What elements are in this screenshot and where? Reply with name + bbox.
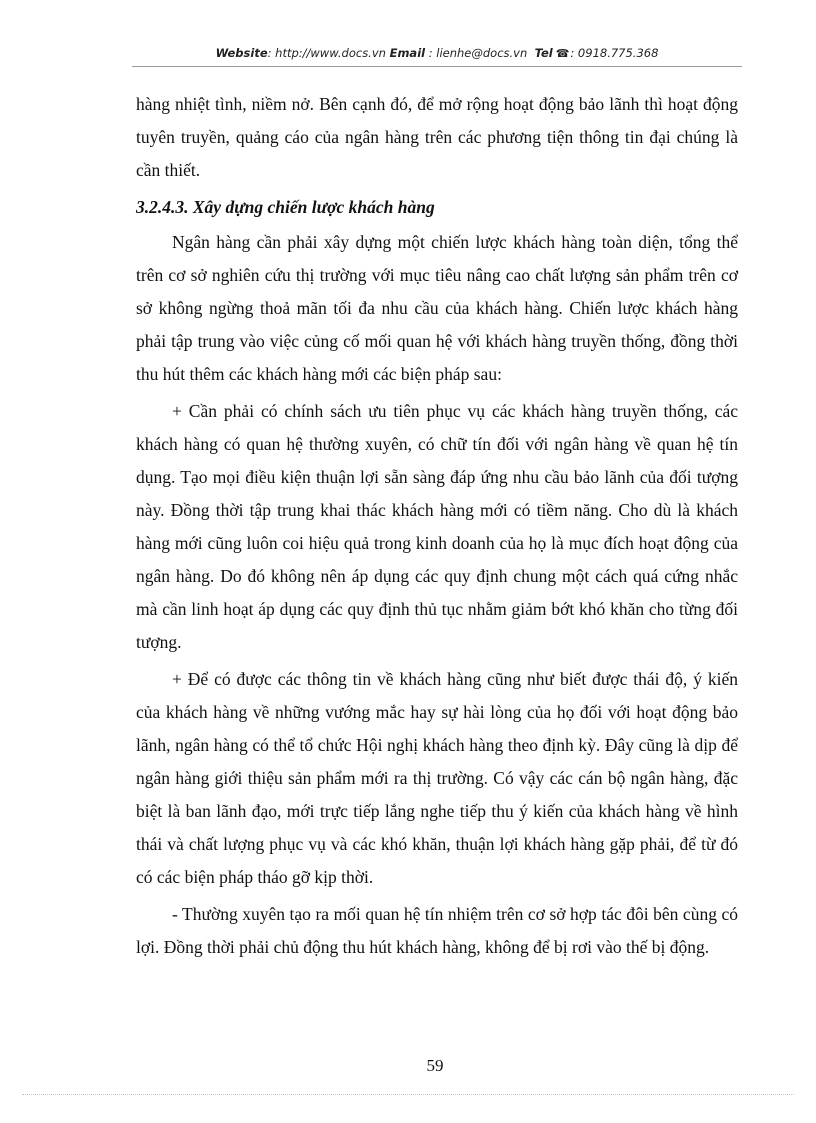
document-body [136, 88, 738, 968]
email-link[interactable]: : lienhe@docs.vn [425, 46, 528, 60]
phone-icon: ☎ [555, 47, 570, 60]
page-header [132, 46, 742, 60]
tel-value: : 0918.775.368 [570, 46, 659, 60]
tel-label: Tel [534, 46, 553, 60]
website-link[interactable]: : http://www.docs.vn [267, 46, 386, 60]
body-paragraph: - Thường xuyên tạo ra mối quan hệ tín nhiệm trên cơ sở hợp tác đôi bên cùng có lợi. Đồng thời phải chủ động thu hút khách hàng, không để bị rơi vào thế bị động. [136, 904, 738, 957]
body-paragraph: Ngân hàng cần phải xây dựng một chiến lược khách hàng toàn diện, tổng thể trên cơ sở nghiên cứu thị trường với mục tiêu nâng cao chất lượng sản phẩm trên cơ sở không ngừng thoả mãn tối đa nhu cầu của khách hàng. Chiến lược khách hàng phải tập trung vào việc củng cố mối quan hệ với khách hàng truyền thống, đồng thời thu hút thêm các khách hàng mới các biện pháp sau: [136, 232, 738, 384]
website-label: Website [215, 46, 268, 60]
body-paragraph: + Cần phải có chính sách ưu tiên phục vụ các khách hàng truyền thống, các khách hàng có quan hệ thường xuyên, có chữ tín đối với ngân hàng về quan hệ tín dụng. Tạo mọi điều kiện thuận lợi sẵn sàng đáp ứng nhu cầu bảo lãnh của đối tượng này. Đồng thời tập trung khai thác khách hàng mới có tiềm năng. Cho dù là khách hàng mới cũng luôn coi hiệu quả trong kinh doanh của họ là mục đích hoạt động của ngân hàng. Do đó không nên áp dụng các quy định chung một cách quá cứng nhắc mà cần linh hoạt áp dụng các quy định thủ tục nhằm giảm bớt khó khăn cho từng đối tượng. [136, 401, 738, 652]
body-paragraph: + Để có được các thông tin về khách hàng cũng như biết được thái độ, ý kiến của khách hàng về những vướng mắc hay sự hài lòng của họ đối với hoạt động bảo lãnh, ngân hàng có thể tổ chức Hội nghị khách hàng theo định kỳ. Đây cũng là dịp để ngân hàng giới thiệu sản phẩm mới ra thị trường. Có vậy các cán bộ ngân hàng, đặc biệt là ban lãnh đạo, mới trực tiếp lắng nghe tiếp thu ý kiến của khách hàng về hình thái và chất lượng phục vụ và các khó khăn, thuận lợi khách hàng gặp phải, để từ đó có các biện pháp tháo gỡ kịp thời. [136, 669, 738, 887]
header-divider [132, 66, 742, 67]
body-paragraph-continued: hàng nhiệt tình, niềm nở. Bên cạnh đó, để mở rộng hoạt động bảo lãnh thì hoạt động tuyên truyền, quảng cáo của ngân hàng trên các phương tiện thông tin đại chúng là cần thiết. [136, 94, 738, 180]
page-number: 59 [426, 1056, 444, 1075]
email-label: Email [389, 46, 426, 60]
footer-divider [22, 1094, 794, 1095]
section-heading: 3.2.4.3. Xây dựng chiến lược khách hàng [136, 197, 435, 217]
